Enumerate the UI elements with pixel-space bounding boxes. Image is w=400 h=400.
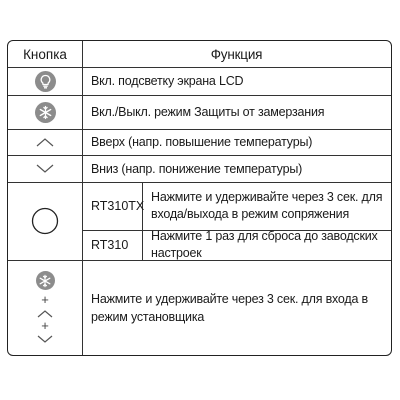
- button-cell: [8, 260, 83, 355]
- button-cell: [8, 129, 83, 155]
- header-button-column: Кнопка: [8, 41, 83, 67]
- button-combo: [36, 271, 55, 344]
- model-function-text: Нажмите 1 раз для сброса до заводских настроек: [151, 229, 378, 260]
- button-cell: [8, 182, 83, 260]
- model-subrow-rt310: [82, 230, 391, 260]
- function-text: Вниз (напр. понижение температуры): [91, 161, 303, 176]
- snowflake-icon: [35, 102, 56, 123]
- plus-sign: +: [41, 292, 49, 307]
- function-text: Вкл./Выкл. режим Защиты от замерзания: [91, 105, 325, 119]
- circle-button-icon: [31, 207, 59, 235]
- model-name: RT310: [82, 230, 143, 260]
- function-text: Вкл. подсветку экрана LCD: [91, 74, 244, 88]
- function-text: Вверх (напр. повышение температуры): [91, 135, 313, 149]
- table-row-down: [8, 155, 391, 183]
- header-function-column: Функция: [210, 46, 263, 62]
- button-cell: [8, 155, 83, 182]
- plus-sign: +: [41, 318, 49, 333]
- function-text: Нажмите и удерживайте через 3 сек. для входа в режим установщика: [91, 292, 368, 324]
- button-cell: [8, 95, 83, 129]
- snowflake-icon: [36, 271, 55, 290]
- table-row-up: [8, 129, 391, 156]
- chevron-down-icon: [37, 335, 53, 344]
- button-cell: [8, 67, 83, 95]
- model-subrow-rt310tx: [82, 182, 391, 231]
- function-table: [7, 40, 392, 356]
- chevron-down-icon: [36, 164, 54, 174]
- chevron-up-icon: [37, 309, 53, 318]
- table-row-backlight: [8, 67, 391, 96]
- light-bulb-icon: [35, 71, 56, 92]
- model-function-text: Нажмите и удерживайте через 3 сек. для входа/выхода в режим сопряжения: [151, 190, 383, 221]
- chevron-up-icon: [36, 137, 54, 147]
- table-row-frost-protection: [8, 95, 391, 130]
- model-name: RT310TX: [82, 182, 143, 230]
- table-row-installer-mode: [8, 260, 391, 355]
- table-row-circle-button: [8, 182, 391, 261]
- table-header-row: [8, 41, 391, 68]
